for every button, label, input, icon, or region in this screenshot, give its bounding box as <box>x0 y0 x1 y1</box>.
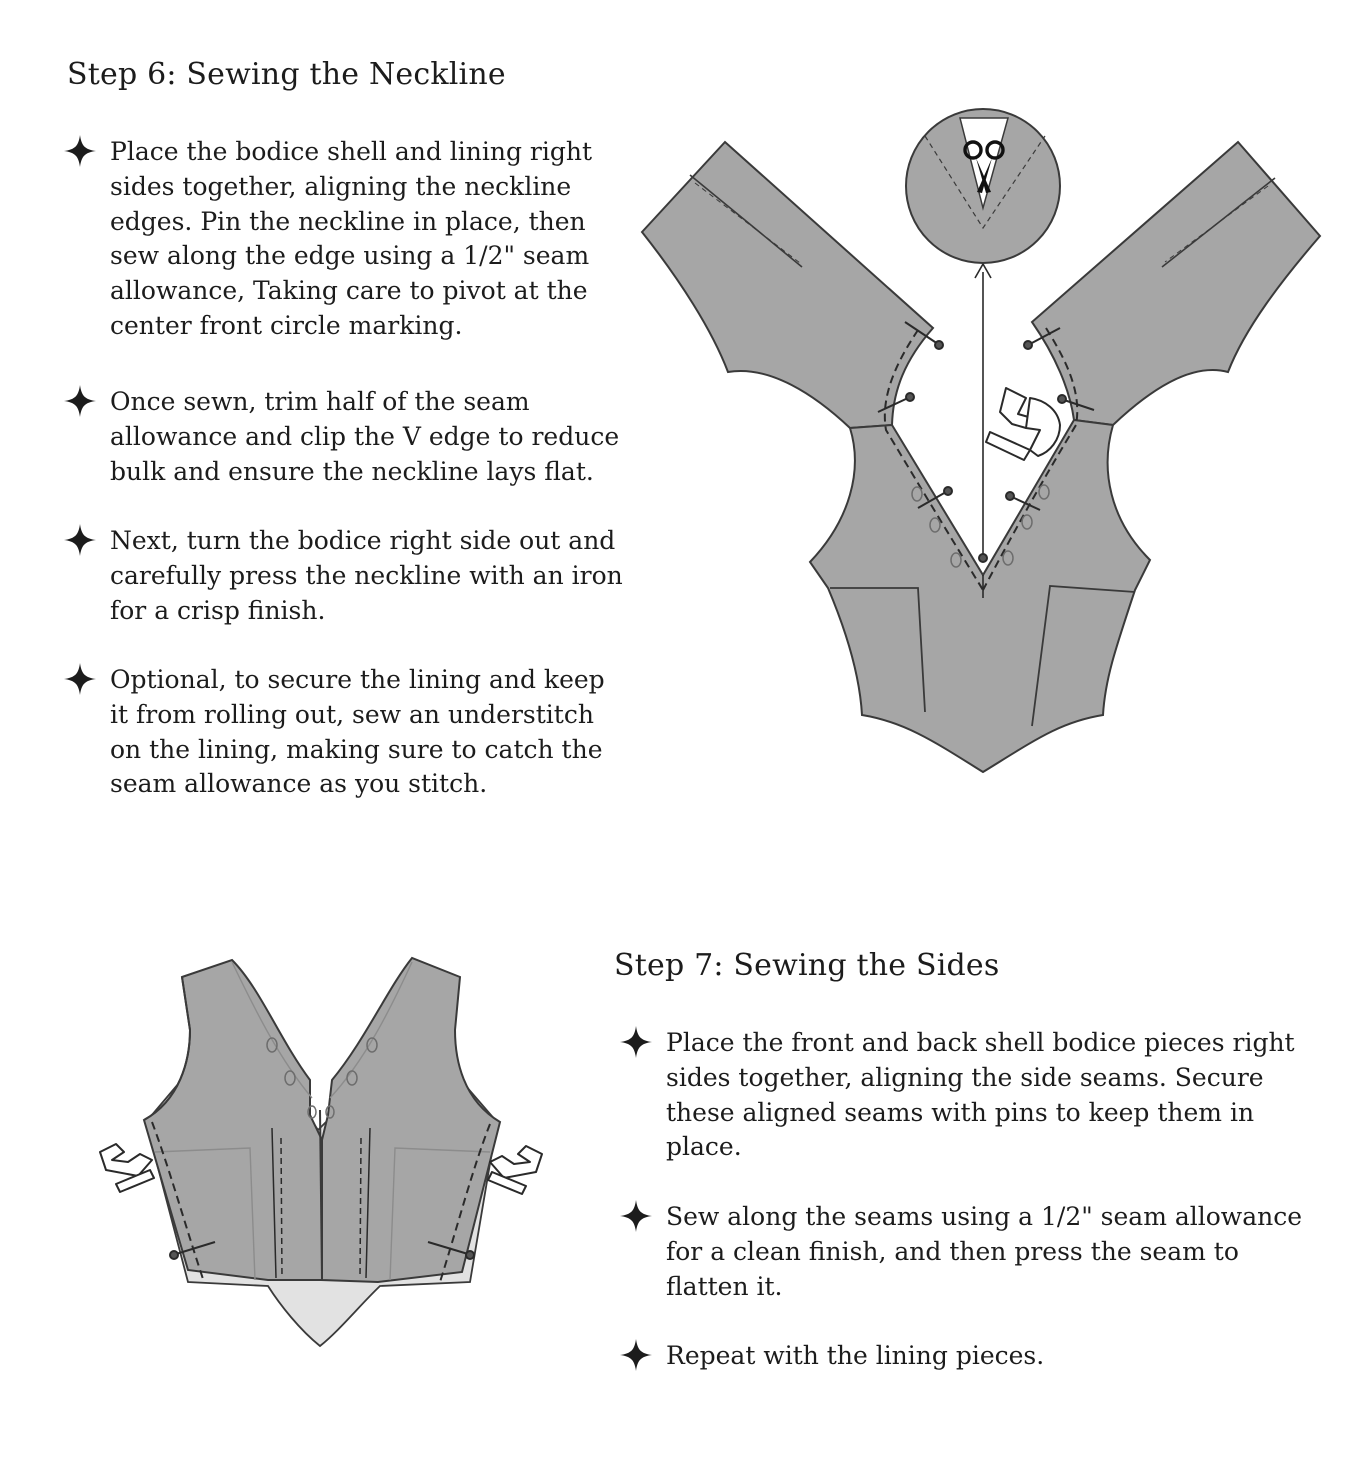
bullet-text: Place the bodice shell and lining right sides together, aligning the neckline edges. Pin the neckline in place, then sew along the edge using a 1/2" seam allowance, Taking care to pivot at the center front circle marking. <box>110 137 593 340</box>
step-6-bullet <box>66 385 626 524</box>
side-seam-sewing-illustration <box>96 952 546 1352</box>
four-point-star-icon <box>62 383 98 419</box>
four-point-star-icon <box>618 1024 654 1060</box>
four-point-star-icon <box>62 522 98 558</box>
bullet-text: Once sewn, trim half of the seam allowance and clip the V edge to reduce bulk and ensure the neckline lays flat. <box>110 387 620 486</box>
four-point-star-icon <box>62 133 98 169</box>
step-6-title: Step 6: Sewing the Neckline <box>67 57 506 92</box>
right-shoulder-strap <box>1032 142 1320 425</box>
step-6-bullet <box>66 524 626 663</box>
bullet-text: Sew along the seams using a 1/2" seam allowance for a clean finish, and then press the seam to flatten it. <box>666 1202 1303 1301</box>
bullet-text: Optional, to secure the lining and keep it from rolling out, sew an understitch on the lining, making sure to catch the seam allowance as you stitch. <box>110 665 605 799</box>
step-7-bullet <box>622 1339 1302 1374</box>
left-back-bodice-panel <box>144 960 322 1280</box>
bullet-text: Place the front and back shell bodice pieces right sides together, aligning the side seams. Secure these aligned seams with pins to keep them in place. <box>666 1028 1295 1162</box>
step-7-bullet <box>622 1200 1302 1339</box>
front-bodice-panel <box>810 420 1150 772</box>
step-7-bullet <box>622 1026 1302 1200</box>
bullet-text: Repeat with the lining pieces. <box>666 1341 1045 1370</box>
step-7-title: Step 7: Sewing the Sides <box>614 948 1000 983</box>
four-point-star-icon <box>618 1198 654 1234</box>
bullet-text: Next, turn the bodice right side out and carefully press the neckline with an iron for a crisp finish. <box>110 526 623 625</box>
sewing-machine-presser-foot-icon <box>986 388 1060 460</box>
step-6-instructions <box>66 135 626 802</box>
step-6-bullet <box>66 663 626 802</box>
neckline-sewing-illustration <box>620 100 1340 790</box>
step-6-bullet <box>66 135 626 385</box>
left-shoulder-strap <box>642 142 933 428</box>
four-point-star-icon <box>62 661 98 697</box>
four-point-star-icon <box>618 1337 654 1373</box>
step-7-instructions <box>622 1026 1302 1374</box>
